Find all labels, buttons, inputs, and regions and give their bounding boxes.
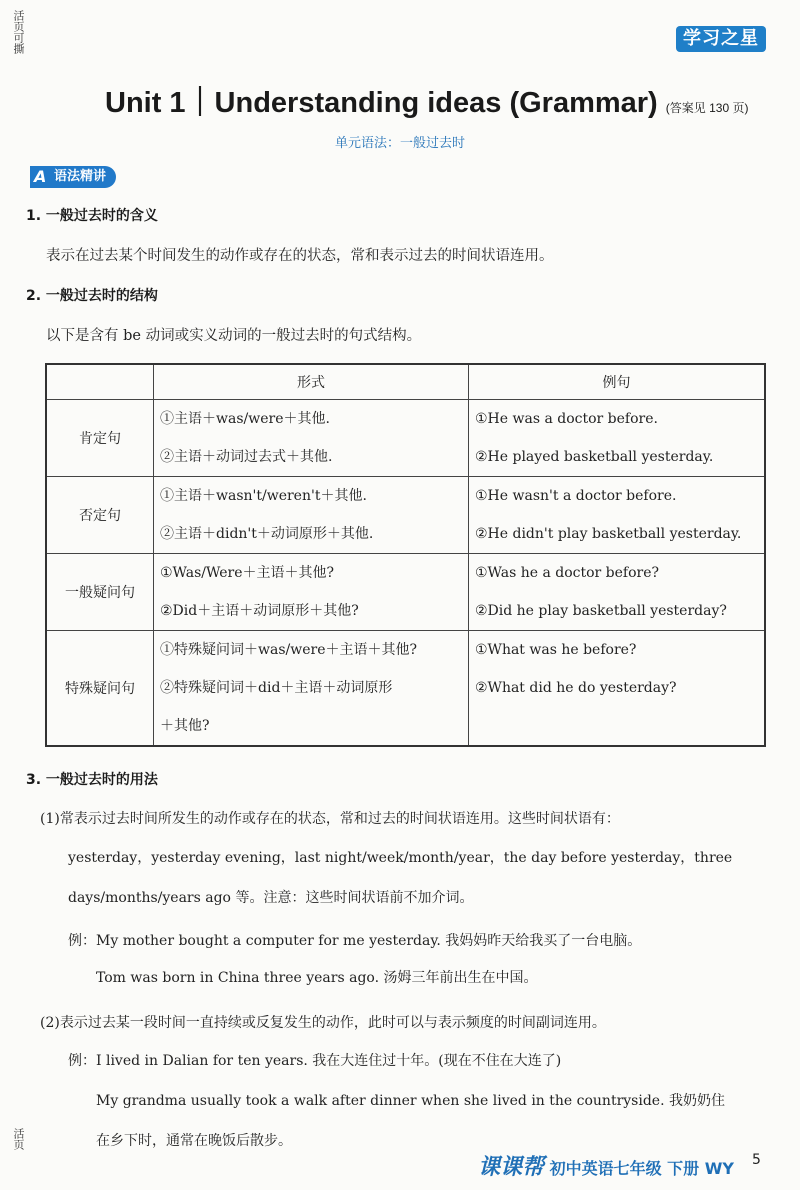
example-line: ②He didn't play basketball yesterday. xyxy=(475,526,742,542)
usage-1: (1)常表示过去时间所发生的动作或存在的状态，常和过去的时间状语连用。这些时间状语有： xyxy=(40,811,620,827)
table-header: 例句 xyxy=(469,364,766,400)
tear-off-label-bottom: 活页 xyxy=(12,1128,25,1150)
example-cell xyxy=(469,631,766,747)
table-row xyxy=(46,400,765,477)
form-line: ＋其他? xyxy=(160,718,210,734)
form-line: ②Did＋主语＋动词原形＋其他? xyxy=(160,603,359,619)
example-line: ②He played basketball yesterday. xyxy=(475,449,714,465)
table-header: 形式 xyxy=(154,364,469,400)
section-badge xyxy=(30,166,116,188)
section-badge-label: 语法精讲 xyxy=(54,169,107,184)
heading-usage: 3. 一般过去时的用法 xyxy=(26,772,158,788)
table-row xyxy=(46,631,765,747)
sentence-type: 一般疑问句 xyxy=(46,554,154,631)
form-line: ②主语＋didn't＋动词原形＋其他. xyxy=(160,526,374,542)
heading-meaning: 1. 一般过去时的含义 xyxy=(26,208,158,224)
example-sentence: 例：I lived in Dalian for ten years. 我在大连住过十年。(现在不住在大连了) xyxy=(68,1053,562,1069)
table-header-row xyxy=(46,364,765,400)
example-sentence: 在乡下时，通常在晚饭后散步。 xyxy=(96,1133,292,1149)
sentence-type: 肯定句 xyxy=(46,400,154,477)
unit-grammar-subtitle: 单元语法：一般过去时 xyxy=(334,136,465,151)
example-line: ①What was he before? xyxy=(475,642,637,658)
example-line: ①He wasn't a doctor before. xyxy=(475,488,677,504)
table-header xyxy=(46,364,154,400)
form-cell xyxy=(154,631,469,747)
example-sentence: 例：My mother bought a computer for me yesterday. 我妈妈昨天给我买了一台电脑。 xyxy=(68,933,642,949)
example-line: ②What did he do yesterday? xyxy=(475,680,677,696)
answer-reference: (答案见 130 页) xyxy=(665,101,749,115)
example-cell xyxy=(469,400,766,477)
example-line: ②Did he play basketball yesterday? xyxy=(475,603,727,619)
page-number: 5 xyxy=(752,1152,761,1168)
sentence-type: 否定句 xyxy=(46,477,154,554)
paragraph-meaning: 表示在过去某个时间发生的动作或存在的状态，常和表示过去的时间状语连用。 xyxy=(46,248,554,264)
brand-logo: 学习之星 xyxy=(676,26,766,52)
form-line: ②主语＋动词过去式＋其他. xyxy=(160,449,333,465)
form-cell xyxy=(154,477,469,554)
page-title xyxy=(105,80,748,121)
footer-brand xyxy=(478,1150,734,1181)
structure-table xyxy=(45,363,766,747)
form-line: ①特殊疑问词＋was/were＋主语＋其他? xyxy=(160,642,417,658)
example-cell xyxy=(469,477,766,554)
heading-structure: 2. 一般过去时的结构 xyxy=(26,288,158,304)
usage-2: (2)表示过去某一段时间一直持续或反复发生的动作，此时可以与表示频度的时间副词连用。 xyxy=(40,1015,606,1031)
form-line: ②特殊疑问词＋did＋主语＋动词原形 xyxy=(160,680,393,696)
section-letter-icon: A xyxy=(34,167,47,186)
paragraph-structure: 以下是含有 be 动词或实义动词的一般过去时的句式结构。 xyxy=(46,328,422,344)
footer-book-title: 初中英语七年级 下册 WY xyxy=(549,1159,734,1178)
example-sentence: My grandma usually took a walk after dinner when she lived in the countryside. 我奶奶住 xyxy=(96,1093,725,1109)
form-line: ①Was/Were＋主语＋其他? xyxy=(160,565,334,581)
form-line: ①主语＋wasn't/weren't＋其他. xyxy=(160,488,367,504)
form-cell xyxy=(154,400,469,477)
usage-1-line: yesterday，yesterday evening，last night/week/month/year，the day before yesterday，three xyxy=(68,850,733,866)
table-row xyxy=(46,477,765,554)
footer-brand-logo: 课课帮 xyxy=(478,1155,545,1180)
sentence-type: 特殊疑问句 xyxy=(46,631,154,747)
page-title-text: Unit 1｜Understanding ideas (Grammar) xyxy=(105,87,658,119)
form-line: ①主语＋was/were＋其他. xyxy=(160,411,330,427)
usage-1-line: days/months/years ago 等。注意：这些时间状语前不加介词。 xyxy=(68,890,474,906)
example-sentence: Tom was born in China three years ago. 汤姆三年前出生在中国。 xyxy=(96,970,538,986)
example-line: ①He was a doctor before. xyxy=(475,411,658,427)
example-line: ①Was he a doctor before? xyxy=(475,565,660,581)
table-row xyxy=(46,554,765,631)
example-cell xyxy=(469,554,766,631)
form-cell xyxy=(154,554,469,631)
tear-off-label: 活页可撕 xyxy=(12,10,25,54)
